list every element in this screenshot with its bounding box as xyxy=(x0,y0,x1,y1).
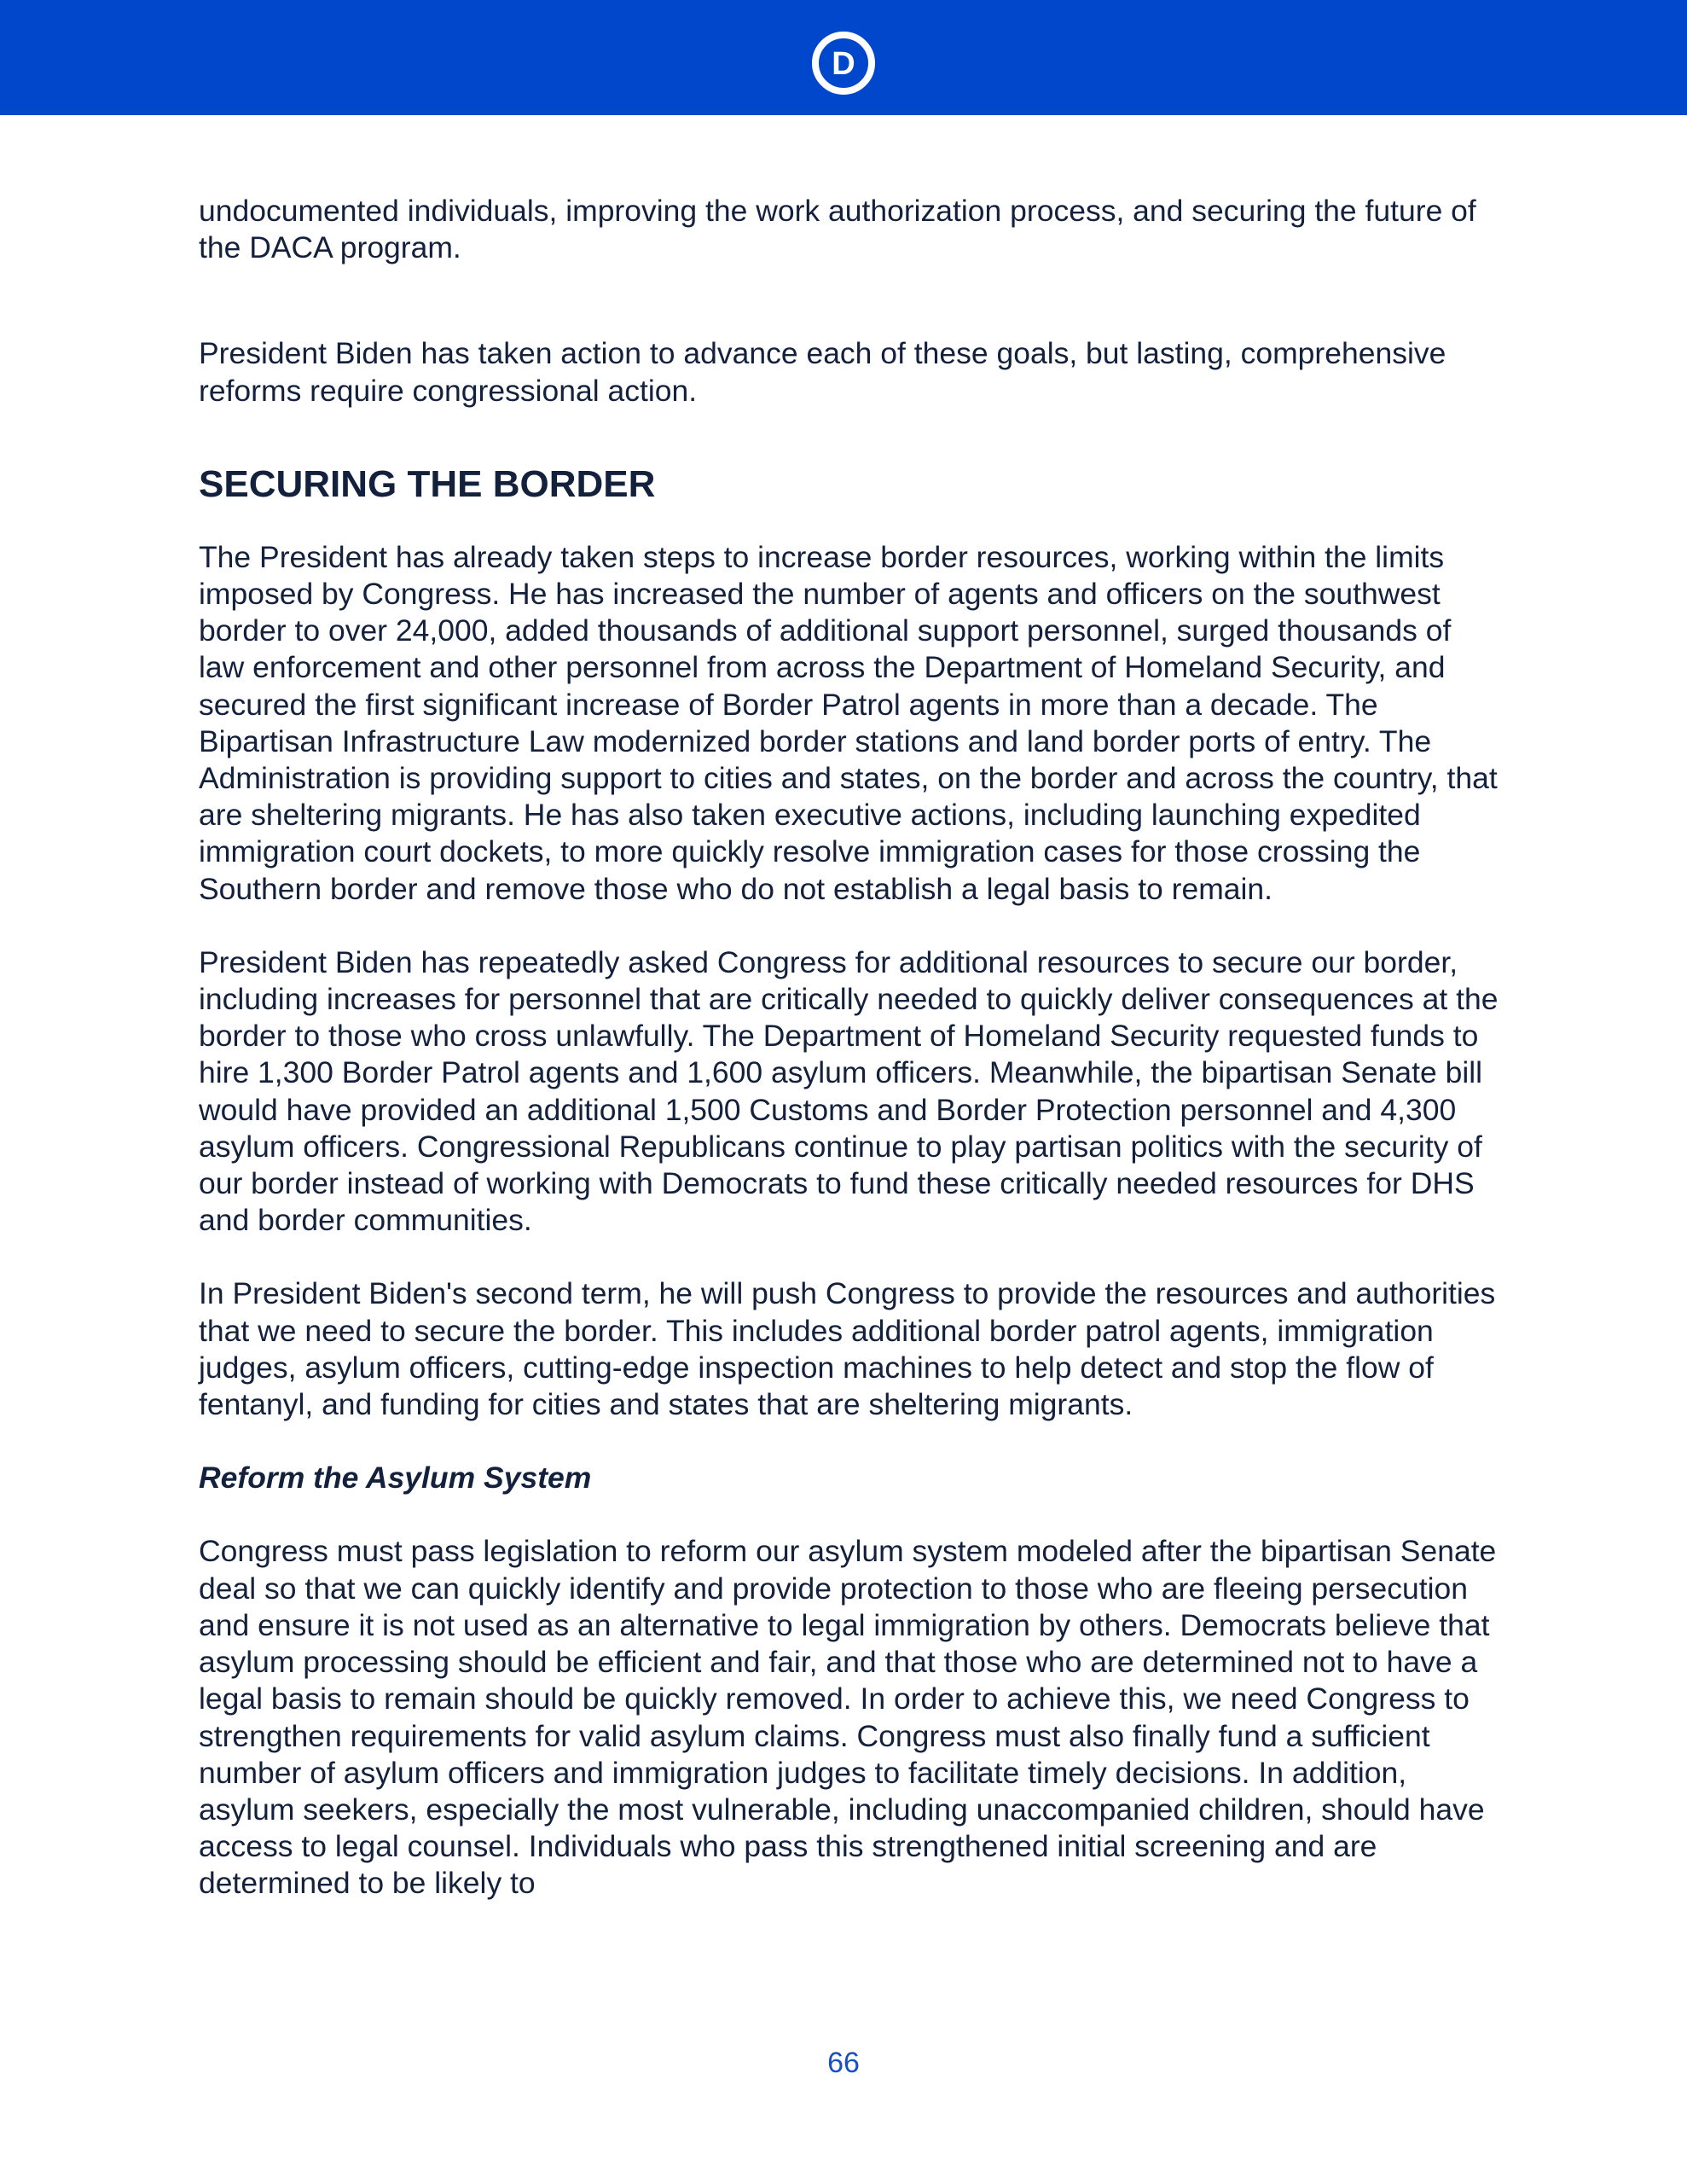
header-bar xyxy=(0,0,1687,115)
logo-letter: D xyxy=(832,46,855,82)
section-heading: SECURING THE BORDER xyxy=(199,462,656,505)
page-number: 66 xyxy=(827,2047,860,2079)
paragraph-border-resources: The President has already taken steps to increase border resources, working within the limits imposed by Congress. He has increased the number of agents and officers on the southwest border to over 24,000, added thousands of additional support personnel, surged thousands of law enforcement and other personnel from across the Department of Homeland Security, and secured the first significant increase of Border Patrol agents in more than a decade. The Bipartisan Infrastructure Law modernized border stations and land border ports of entry. The Administration is providing support to cities and states, on the border and across the country, that are sheltering migrants. He has also taken executive actions, including launching expedited immigration court dockets, to more quickly resolve immigration cases for those crossing the Southern border and remove those who do not establish a legal basis to remain. xyxy=(199,539,1498,906)
democratic-party-d-logo-icon xyxy=(811,31,876,96)
subheading-asylum: Reform the Asylum System xyxy=(199,1461,592,1496)
paragraph-daca: undocumented individuals, improving the work authorization process, and securing the future of the DACA program. xyxy=(199,194,1476,265)
paragraph-asylum-reform: Congress must pass legislation to reform our asylum system modeled after the bipartisan Senate deal so that we can quickly identify and provide protection to those who are fleeing persecution and ensure it is not used as an alternative to legal immigration by others. Democrats believe that asylum processing should be efficient and fair, and that those who are determined not to have a legal basis to remain should be quickly removed. In order to achieve this, we need Congress to strengthen requirements for valid asylum claims. Congress must also finally fund a sufficient number of asylum officers and immigration judges to facilitate timely decisions. In addition, asylum seekers, especially the most vulnerable, including unaccompanied children, should have access to legal counsel. Individuals who pass this strengthened initial screening and are determined to be likely to xyxy=(199,1534,1497,1901)
document-body xyxy=(199,193,1504,1902)
paragraph-congressional-action: President Biden has taken action to advance each of these goals, but lasting, comprehensive reforms require congressional action. xyxy=(199,336,1446,408)
paragraph-second-term: In President Biden's second term, he will push Congress to provide the resources and authorities that we need to secure the border. This includes additional border patrol agents, immigration judges, asylum officers, cutting-edge inspection machines to help detect and stop the flow of fentanyl, and funding for cities and states that are sheltering migrants. xyxy=(199,1276,1496,1422)
paragraph-additional-resources: President Biden has repeatedly asked Congress for additional resources to secure our border, including increases for personnel that are critically needed to quickly deliver consequences at the border to those who cross unlawfully. The Department of Homeland Security requested funds to hire 1,300 Border Patrol agents and 1,600 asylum officers. Meanwhile, the bipartisan Senate bill would have provided an additional 1,500 Customs and Border Protection personnel and 4,300 asylum officers. Congressional Republicans continue to play partisan politics with the security of our border instead of working with Democrats to fund these critically needed resources for DHS and border communities. xyxy=(199,944,1499,1238)
